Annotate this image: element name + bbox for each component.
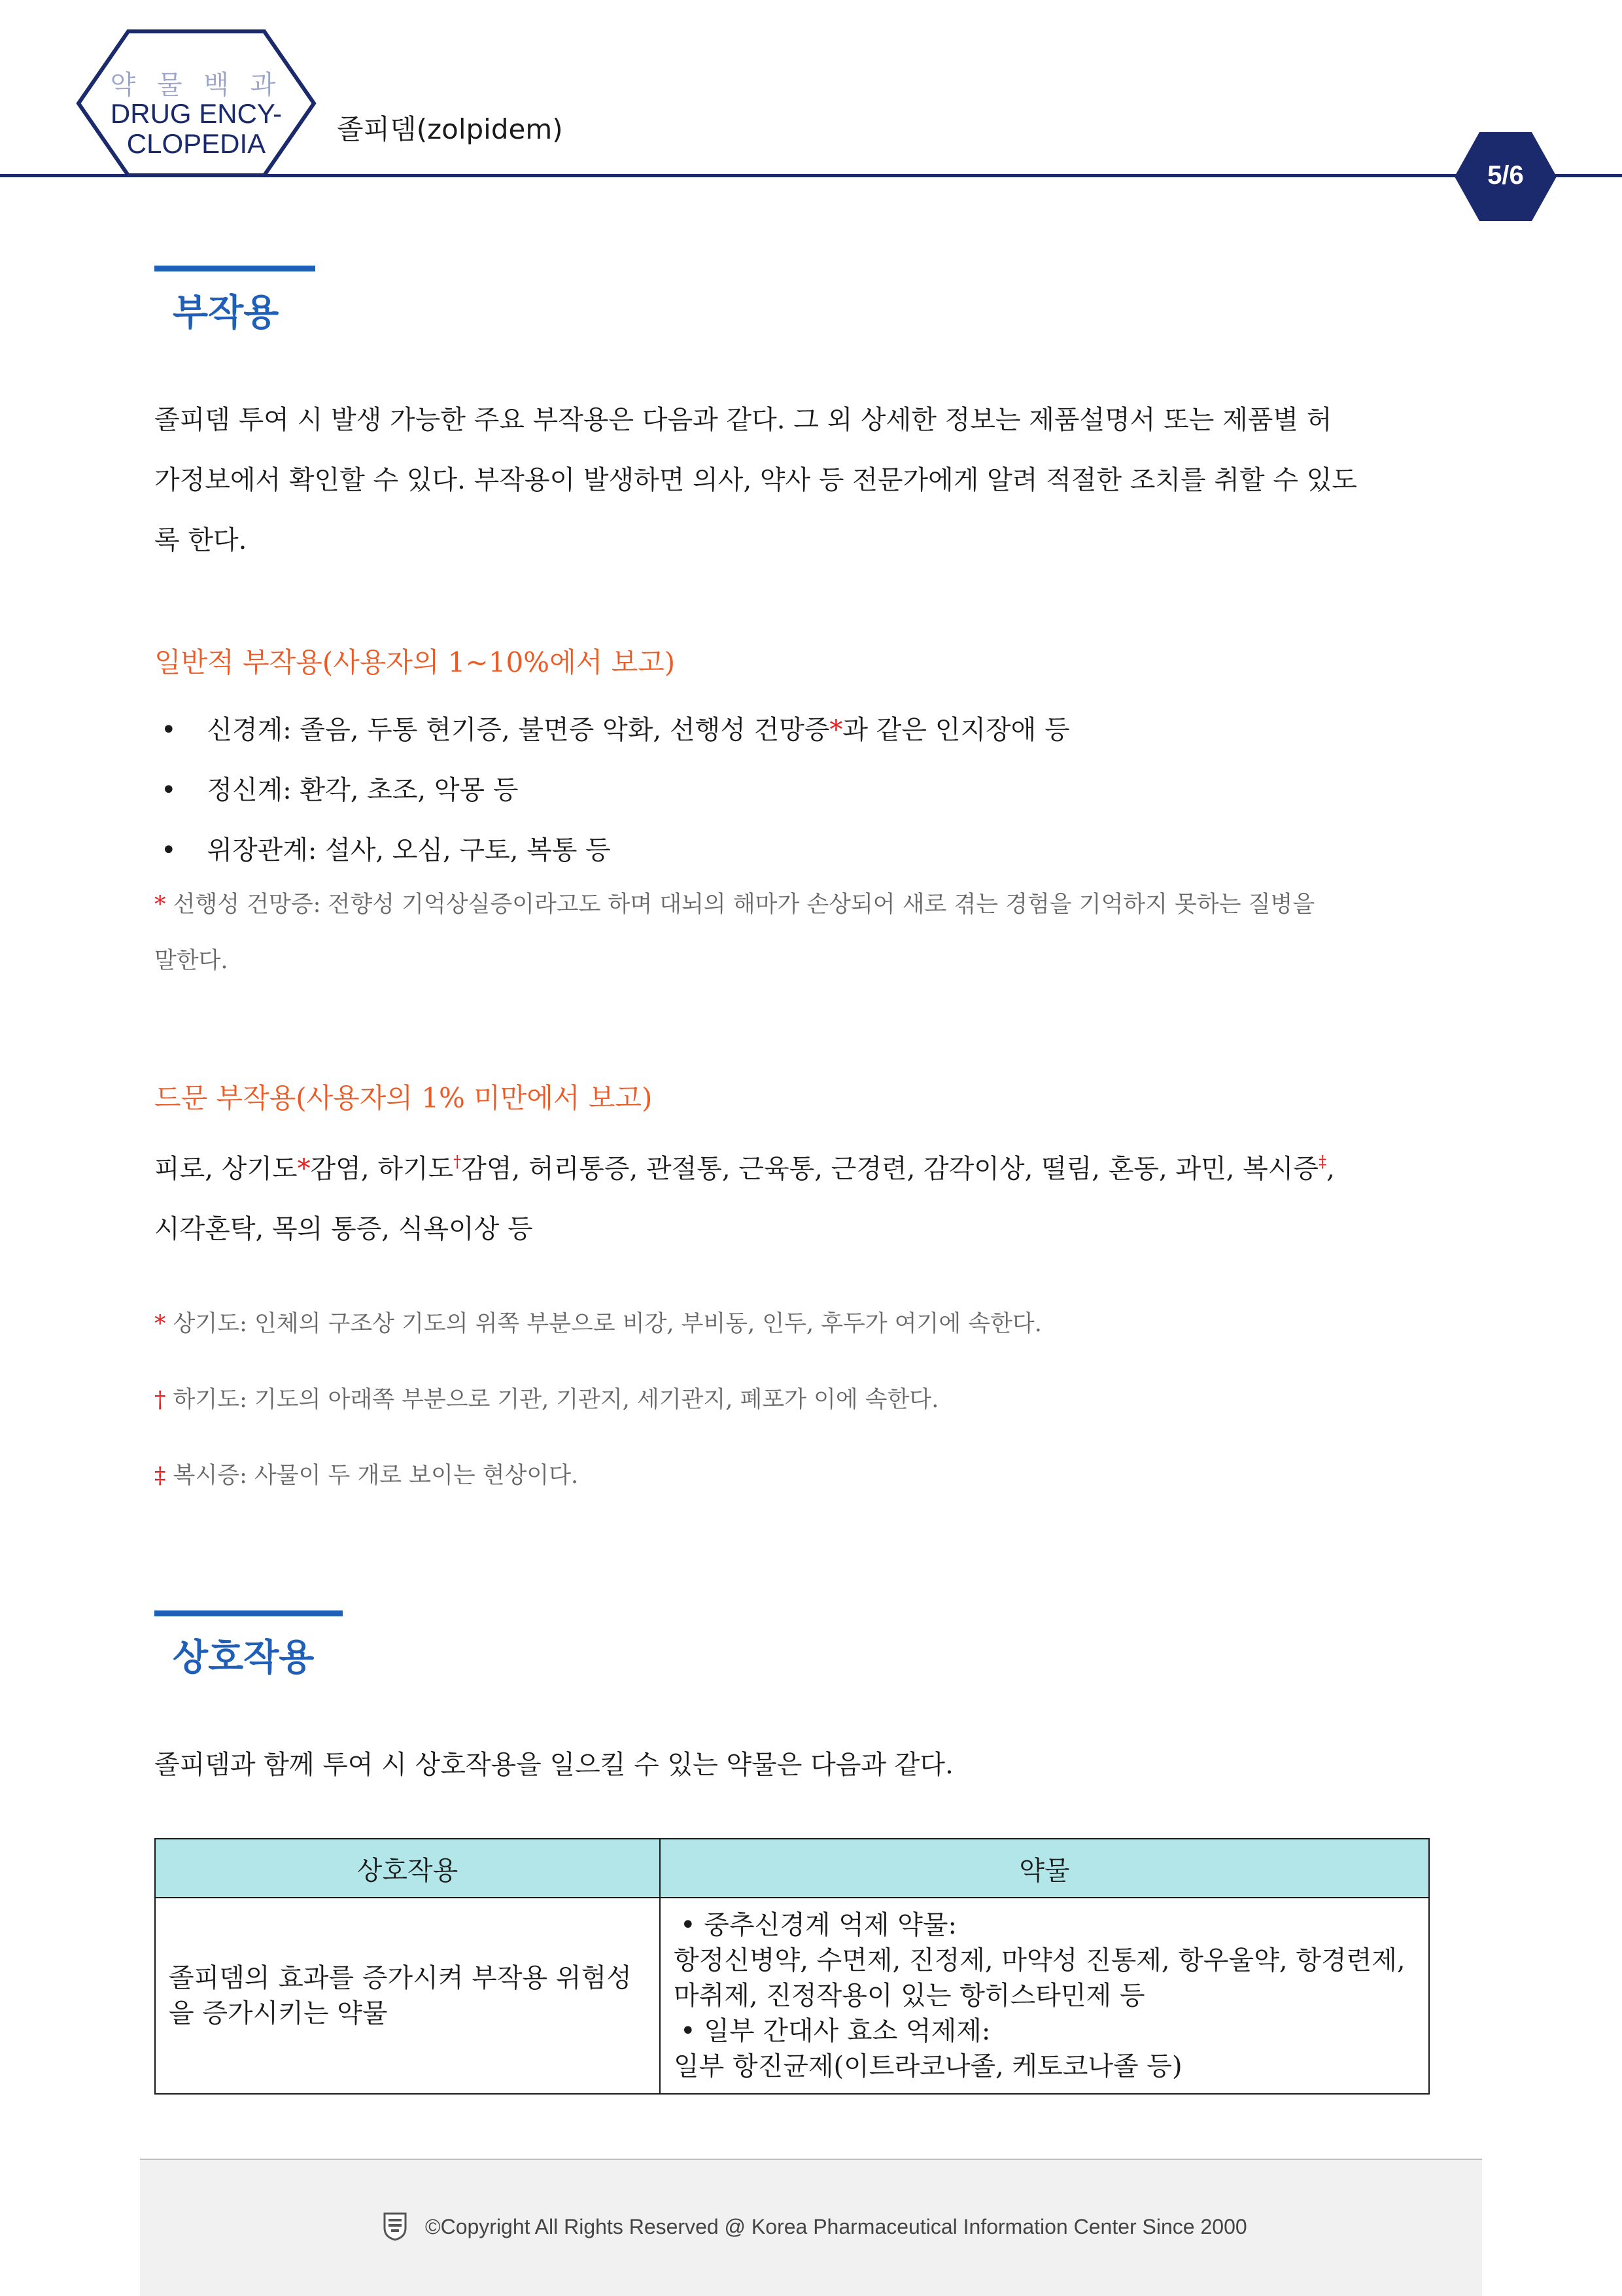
footnote-mark: * — [829, 715, 843, 745]
table-cell-drugs: • 중추신경계 억제 약물: 항정신병약, 수면제, 진정제, 마약성 진통제, 항우울약, 항경련제, 마취제, 진정작용이 있는 항히스타민제 등 • 일부 간대사 효소 억제제: 일부 항진균제(이트라코나졸, 케토코나졸 등) — [660, 1898, 1429, 2094]
table-row — [155, 1898, 1429, 2094]
logo-english-line2: CLOPEDIA — [126, 128, 266, 159]
list-item: • 정신계: 환각, 초조, 악몽 등 — [161, 775, 519, 805]
table-header-drug: 약물 — [660, 1839, 1429, 1898]
table-header-interaction: 상호작용 — [155, 1839, 660, 1898]
footnote-mark: † — [154, 1387, 166, 1413]
footer — [140, 2159, 1482, 2296]
section-bar-side-effects — [154, 266, 315, 271]
drug-title: 졸피뎀(zolpidem) — [337, 113, 563, 145]
side-effects-intro — [154, 390, 1461, 570]
footnote-amnesia: * 선행성 건망증: 전향성 기억상실증이라고도 하며 대뇌의 해마가 손상되어 새로 겪는 경험을 기억하지 못하는 질병을 말한다. — [154, 892, 1315, 974]
intro-line: 가정보에서 확인할 수 있다. 부작용이 발생하면 의사, 약사 등 전문가에게 알려 적절한 조치를 취할 수 있도 — [154, 465, 1358, 495]
bullet-icon: • — [161, 775, 177, 805]
interactions-table — [154, 1838, 1430, 2095]
logo-korean-text: 약 물 백 과 — [110, 70, 283, 100]
footnote-mark: * — [154, 892, 166, 918]
page-number-badge — [1453, 131, 1558, 222]
footnote-mark: ‡ — [154, 1463, 166, 1489]
page-number: 5/6 — [1487, 161, 1524, 190]
list-item: • 신경계: 졸음, 두통 현기증, 불면증 악화, 선행성 건망증*과 같은 인지장애 등 — [161, 715, 1070, 745]
logo — [72, 26, 320, 181]
section-bar-interactions — [154, 1610, 343, 1616]
kpic-logo-icon — [382, 2211, 408, 2241]
copyright-text: ©Copyright All Rights Reserved @ Korea Pharmaceutical Information Center Since 2000 — [425, 2215, 1247, 2238]
bullet-icon: • — [161, 715, 177, 745]
footnote-upper-airway: * 상기도: 인체의 구조상 기도의 위쪽 부분으로 비강, 부비동, 인두, 후두가 여기에 속한다. — [154, 1311, 1042, 1337]
bullet-icon: • — [161, 835, 177, 865]
table-header-row — [155, 1839, 1429, 1898]
intro-line: 록 한다. — [154, 525, 247, 555]
rare-side-effects-text: 피로, 상기도*감염, 하기도†감염, 허리통증, 관절통, 근육통, 근경련, 감각이상, 떨림, 혼동, 과민, 복시증‡, 시각혼탁, 목의 통증, 식욕이상 등 — [154, 1153, 1335, 1244]
footnote-diplopia: ‡ 복시증: 사물이 두 개로 보이는 현상이다. — [154, 1463, 579, 1489]
footnote-mark: ‡ — [1319, 1153, 1327, 1171]
footnote-mark: * — [154, 1311, 166, 1337]
table-cell-effect: 졸피뎀의 효과를 증가시켜 부작용 위험성을 증가시키는 약물 — [155, 1898, 660, 2094]
footnote-lower-airway: † 하기도: 기도의 아래쪽 부분으로 기관, 기관지, 세기관지, 폐포가 이에 속한다. — [154, 1387, 939, 1413]
section-title-side-effects: 부작용 — [173, 292, 279, 334]
intro-line: 졸피뎀 투여 시 발생 가능한 주요 부작용은 다음과 같다. 그 외 상세한 정보는 제품설명서 또는 제품별 허 — [154, 405, 1332, 435]
section-title-interactions: 상호작용 — [173, 1637, 315, 1679]
footnote-mark: † — [453, 1153, 462, 1171]
common-side-effects-title: 일반적 부작용(사용자의 1~10%에서 보고) — [154, 646, 676, 678]
footnote-mark: * — [297, 1154, 311, 1184]
interactions-intro: 졸피뎀과 함께 투여 시 상호작용을 일으킬 수 있는 약물은 다음과 같다. — [154, 1750, 954, 1780]
logo-english-line1: DRUG ENCY- — [110, 98, 283, 129]
list-item: • 위장관계: 설사, 오심, 구토, 복통 등 — [161, 835, 611, 865]
rare-side-effects-title: 드문 부작용(사용자의 1% 미만에서 보고) — [154, 1082, 653, 1114]
